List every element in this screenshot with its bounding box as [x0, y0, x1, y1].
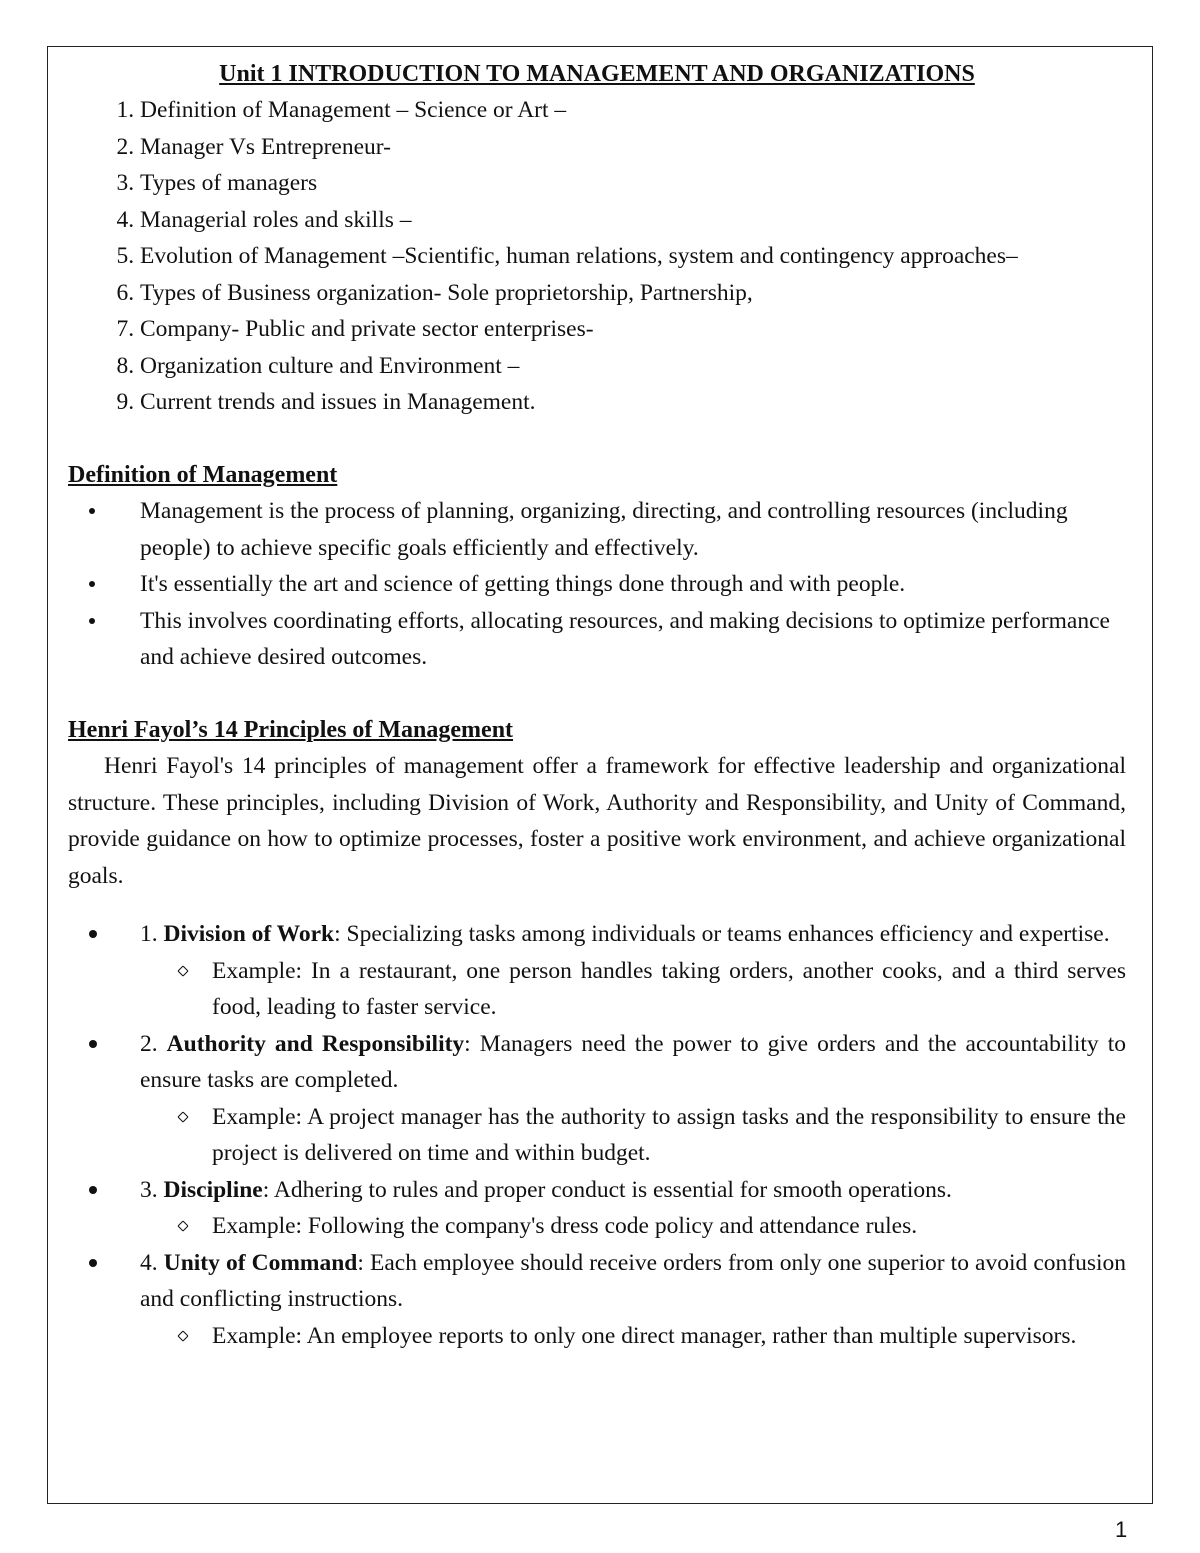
fayol-heading: Henri Fayol’s 14 Principles of Management: [68, 716, 514, 743]
page-number: 1: [1115, 1517, 1128, 1542]
spacer: [68, 894, 1126, 916]
page-content: [68, 56, 1126, 1354]
principle-number: 2.: [140, 1030, 167, 1057]
principle-number: 1.: [140, 921, 164, 947]
principle-desc: : Specializing tasks among individuals or teams enhances efficiency and expertise.: [334, 921, 1110, 947]
principle-item: [140, 1026, 1126, 1172]
principle-name: Discipline: [163, 1176, 263, 1203]
topic-item: 1. Definition of Management – Science or Art –: [140, 92, 1126, 129]
principle-desc: : Managers need the power to give orders and the accountability to ensure tasks are completed.: [140, 1030, 1126, 1093]
definition-bullet: It's essentially the art and science of getting things done through and with people.: [140, 566, 1126, 603]
principle-desc: : Adhering to rules and proper conduct is essential for smooth operations.: [262, 1176, 952, 1203]
example-list: [140, 1099, 1126, 1172]
principle-name: Authority and Responsibility: [166, 1030, 465, 1057]
topic-item: 7. Company- Public and private sector enterprises-: [140, 311, 1126, 348]
definition-bullet: Management is the process of planning, organizing, directing, and controlling resources (including people) to achieve specific goals efficiently and effectively.: [140, 493, 1126, 566]
principle-name: Division of Work: [163, 921, 335, 947]
topic-item: 6. Types of Business organization- Sole proprietorship, Partnership,: [140, 275, 1126, 312]
principle-desc: : Each employee should receive orders from only one superior to avoid confusion and conflicting instructions.: [140, 1249, 1127, 1312]
topic-item: 2. Manager Vs Entrepreneur-: [140, 129, 1126, 166]
principle-example: Example: Following the company's dress code policy and attendance rules.: [212, 1208, 1126, 1245]
topic-item: 8. Organization culture and Environment –: [140, 348, 1126, 385]
principle-item: [140, 1245, 1126, 1355]
example-list: [140, 953, 1126, 1026]
definition-bullet: This involves coordinating efforts, allocating resources, and making decisions to optimize performance and achieve desired outcomes.: [140, 603, 1126, 676]
topic-item: 3. Types of managers: [140, 165, 1126, 202]
principle-example: Example: In a restaurant, one person handles taking orders, another cooks, and a third serves food, leading to faster service.: [212, 953, 1126, 1026]
topic-item: 9. Current trends and issues in Management.: [140, 384, 1126, 421]
topic-item: 4. Managerial roles and skills –: [140, 202, 1126, 239]
topics-list: [68, 92, 1126, 421]
principle-item: [140, 916, 1126, 1026]
example-list: [140, 1318, 1126, 1355]
document-title: Unit 1 INTRODUCTION TO MANAGEMENT AND ORGANIZATIONS: [219, 61, 975, 87]
principles-list: [68, 916, 1126, 1354]
principle-example: Example: A project manager has the authority to assign tasks and the responsibility to ensure the project is delivered on time and within budget.: [212, 1099, 1126, 1172]
definition-heading: Definition of Management: [68, 461, 338, 488]
definition-bullets: [68, 493, 1126, 676]
principle-number: 4.: [140, 1249, 164, 1276]
fayol-intro: Henri Fayol's 14 principles of management offer a framework for effective leadership and organizational structure. These principles, including Division of Work, Authority and Responsibility, and Unity of Command, provide guidance on how to optimize processes, foster a positive work environment, and achieve organizational goals.: [68, 753, 1126, 889]
example-list: [140, 1208, 1126, 1245]
principle-example: Example: An employee reports to only one direct manager, rather than multiple supervisors.: [212, 1318, 1126, 1355]
spacer: [68, 676, 1126, 712]
topic-item: 5. Evolution of Management –Scientific, human relations, system and contingency approaches–: [140, 238, 1126, 275]
principle-number: 3.: [140, 1176, 164, 1203]
principle-item: [140, 1172, 1126, 1245]
spacer: [68, 421, 1126, 457]
principle-name: Unity of Command: [163, 1249, 358, 1276]
